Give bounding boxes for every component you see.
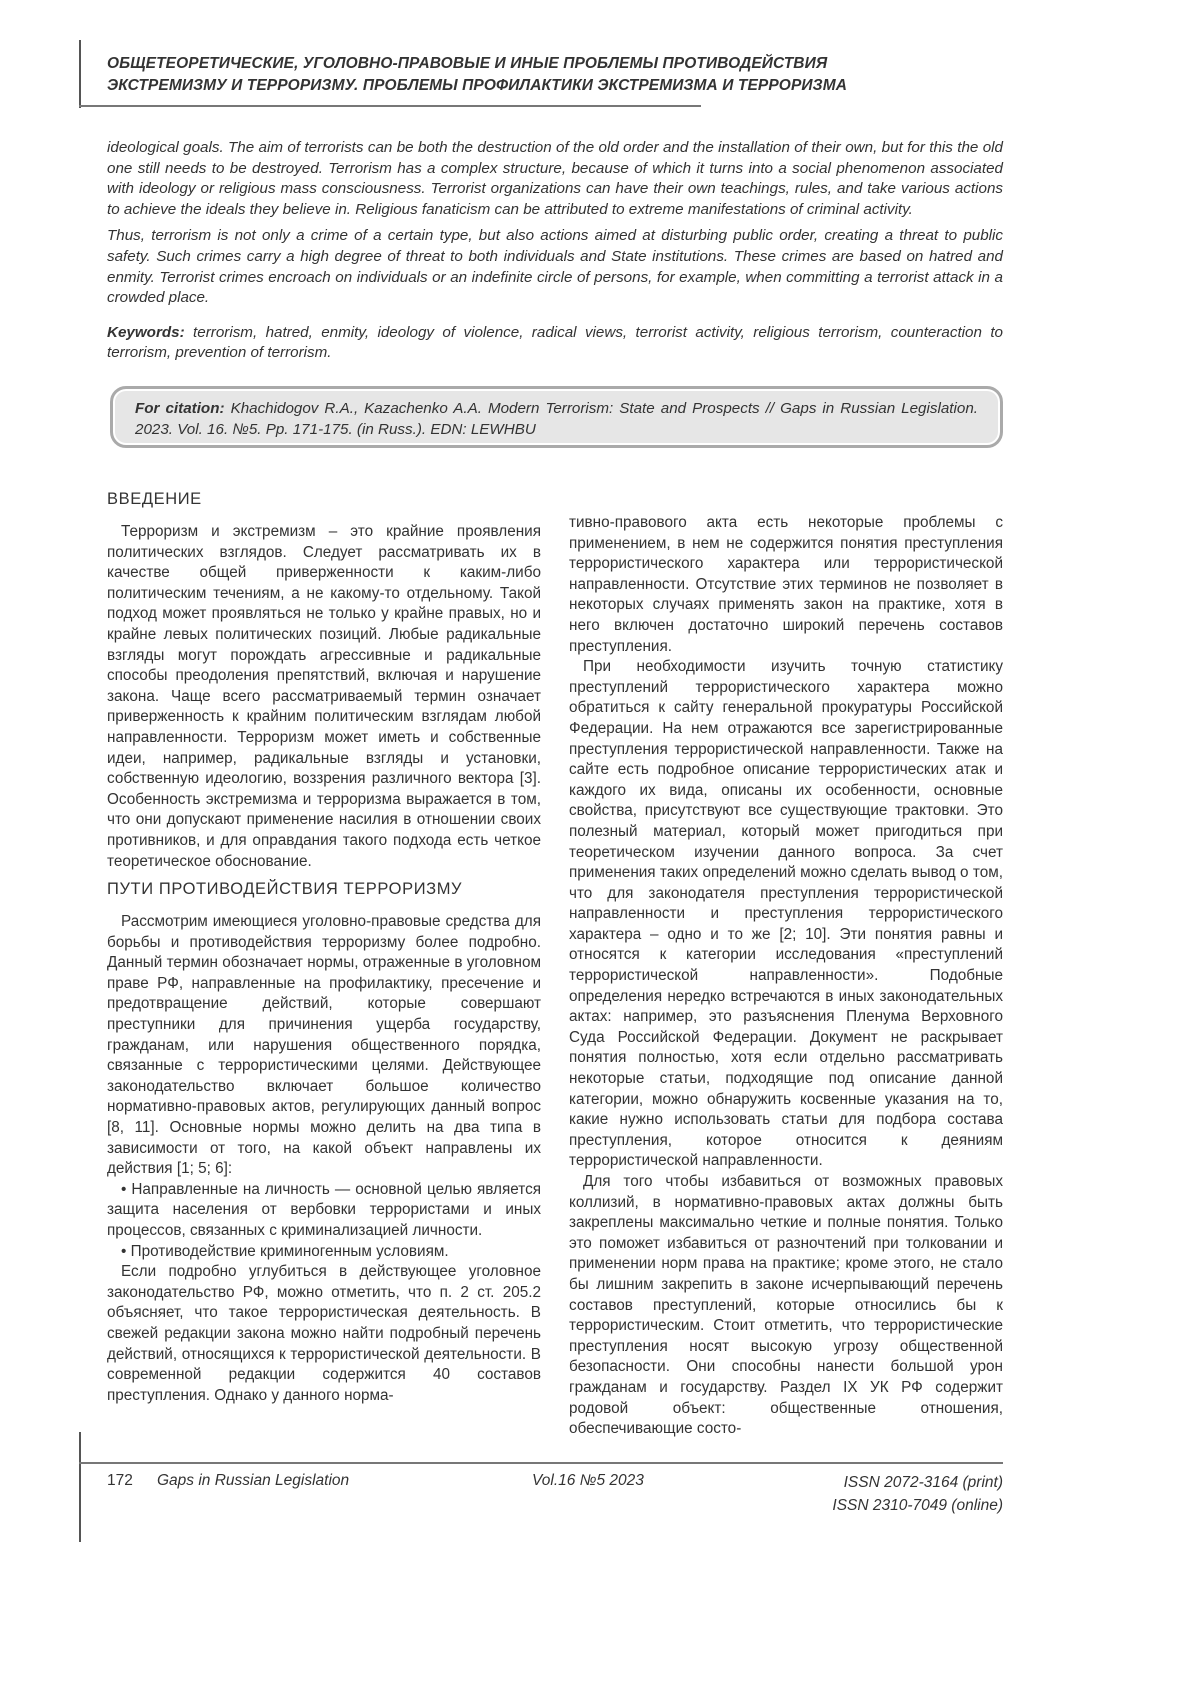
right-column bbox=[569, 513, 1003, 1440]
citation-text: Khachidogov R.A., Kazachenko A.A. Modern Terrorism: State and Prospects // Gaps in Russian Legislation. 2023. Vol. 16. №5. Pp. 171-175. (in Russ.). EDN: LEWHBU bbox=[135, 400, 978, 438]
body-paragraph: тивно-правового акта есть некоторые проблемы с применением, в нем не содержится понятия преступления террористического характера или террористической направленности. Отсутствие этих терминов не позволяет в некоторых случаях применять закон на практике, хотя в него включен достаточно широкий перечень составов преступления. bbox=[569, 513, 1003, 657]
body-paragraph: Терроризм и экстремизм – это крайние проявления политических взглядов. Следует рассматривать их в качестве общей приверженности к каким-либо политическим течениям, а не какому-то отдельному. Такой подход может проявляться не только у крайне правых, но и крайне левых политических позиций. Любые радикальные взгляды могут порождать агрессивные и радикальные способы преодоления препятствий, включая и нарушение закона. Чаще всего рассматриваемый термин означает приверженность к крайним политическим взглядам любой направленности. Терроризм может иметь и собственные идеи, например, радикальные взгляды и установки, собственную идеологию, воззрения различного вектора [3]. Особенность экстремизма и терроризма выражается в том, что они допускают применение насилия в отношении своих противников, и для оправдания такого подхода есть четкое теоретическое обоснование. bbox=[107, 522, 541, 872]
header-rule-vertical bbox=[79, 40, 81, 108]
body-paragraph: Для того чтобы избавиться от возможных правовых коллизий, в нормативно-правовых актах должны быть закреплены максимально четкие и полные понятия. Только это поможет избавиться от разночтений при толковании и применении норм права на практике; кроме этого, не стало бы лишним закрепить в законе исчерпывающий перечень составов преступлений, которые относились бы к террористическим. Стоит отметить, что террористические преступления носят высокую угрозу общественной безопасности. Они способны нанести большой урон гражданам и государству. Раздел IX УК РФ содержит родовой объект: общественные отношения, обеспечивающие состо- bbox=[569, 1172, 1003, 1440]
keywords bbox=[107, 323, 1003, 364]
issn-online: ISSN 2310-7049 (online) bbox=[832, 1494, 1003, 1517]
abstract-paragraph: ideological goals. The aim of terrorists can be both the destruction of the old order and the installation of their own, but for this the old one still needs to be destroyed. Terrorism has a complex structure, because of which it turns into a social phenomenon associated with ideology or religious mass consciousness. Terrorist organizations can have their own teachings, rules, and take various actions to achieve the ideals they believe in. Religious fanaticism can be attributed to extreme manifestations of criminal activity. bbox=[107, 138, 1003, 220]
footer-rule-horizontal bbox=[79, 1462, 1003, 1464]
left-column bbox=[107, 488, 541, 1406]
footer-rule-vertical bbox=[79, 1432, 81, 1542]
bullet-item: • Противодействие криминогенным условиям. bbox=[107, 1242, 541, 1263]
bullet-item: • Направленные на личность — основной целью является защита населения от вербовки террористами и иных процессов, связанных с криминализацией личности. bbox=[107, 1180, 541, 1242]
body-paragraph: Рассмотрим имеющиеся уголовно-правовые средства для борьбы и противодействия терроризму более подробно. Данный термин обозначает нормы, отраженные в уголовном праве РФ, направленные на профилактику, пресечение и предотвращение действий, которые совершают преступники для причинения ущерба государству, гражданам, или нарушения общественного порядка, связанные с террористическими целями. Действующее законодательство включает большое количество нормативно-правовых актов, регулирующих данный вопрос [8, 11]. Основные нормы можно делить на два типа в зависимости от того, на какой объект направлены их действия [1; 5; 6]: bbox=[107, 912, 541, 1180]
abstract-paragraph: Thus, terrorism is not only a crime of a certain type, but also actions aimed at disturbing public order, creating a threat to public safety. Such crimes carry a high degree of threat to both individuals and State institutions. These crimes are based on hatred and enmity. Terrorist crimes encroach on individuals or an indefinite circle of persons, for example, when committing a terrorist attack in a crowded place. bbox=[107, 226, 1003, 308]
page-number: 172 bbox=[107, 1472, 133, 1490]
section-header bbox=[107, 53, 1007, 97]
keywords-label: Keywords: bbox=[107, 324, 185, 341]
section-header-line2: ЭКСТРЕМИЗМУ И ТЕРРОРИЗМУ. ПРОБЛЕМЫ ПРОФИЛАКТИКИ ЭКСТРЕМИЗМА И ТЕРРОРИЗМА bbox=[107, 75, 1007, 97]
citation-box bbox=[110, 386, 1003, 448]
body-paragraph: Если подробно углубиться в действующее уголовное законодательство РФ, можно отметить, что п. 2 ст. 205.2 объясняет, что такое террористическая деятельность. В свежей редакции закона можно найти подробный перечень действий, относящихся к террористической деятельности. В современной редакции содержится 40 составов преступления. Однако у данного норма- bbox=[107, 1262, 541, 1406]
journal-name: Gaps in Russian Legislation bbox=[157, 1472, 349, 1490]
issn-block bbox=[832, 1471, 1003, 1517]
keywords-text: terrorism, hatred, enmity, ideology of violence, radical views, terrorist activity, religious terrorism, counteraction to terrorism, prevention of terrorism. bbox=[107, 324, 1003, 362]
heading-introduction: ВВЕДЕНИЕ bbox=[107, 488, 541, 510]
heading-counteraction: ПУТИ ПРОТИВОДЕЙСТВИЯ ТЕРРОРИЗМУ bbox=[107, 878, 541, 900]
abstract bbox=[107, 138, 1003, 370]
header-rule-horizontal bbox=[79, 105, 701, 107]
volume-issue: Vol.16 №5 2023 bbox=[532, 1472, 644, 1490]
citation-label: For citation: bbox=[135, 400, 225, 417]
section-header-line1: ОБЩЕТЕОРЕТИЧЕСКИЕ, УГОЛОВНО-ПРАВОВЫЕ И ИНЫЕ ПРОБЛЕМЫ ПРОТИВОДЕЙСТВИЯ bbox=[107, 53, 1007, 75]
body-paragraph: При необходимости изучить точную статистику преступлений террористического характера можно обратиться к сайту генеральной прокуратуры Российской Федерации. На нем отражаются все зарегистрированные преступления террористической направленности. Также на сайте есть подробное описание террористических атак и каждого их вида, описаны их особенности, основные свойства, присутствуют все существующие трактовки. Это полезный материал, который может пригодиться при теоретическом изучении данного вопроса. За счет применения таких определений можно сделать вывод о том, что для законодателя преступления террористической направленности и преступления террористического характера – одно и то же [2; 10]. Эти понятия равны и относятся к категории исследования «преступлений террористической направленности». Подобные определения нередко встречаются в иных законодательных актах: например, это разъяснения Пленума Верховного Суда Российской Федерации. Документ не раскрывает понятия полностью, хотя если отдельно рассматривать некоторые статьи, подходящие под описание данной категории, можно обнаружить косвенные указания на то, какие нужно использовать статьи для подбора состава преступления, которое относится к деяниям террористической направленности. bbox=[569, 657, 1003, 1172]
issn-print: ISSN 2072-3164 (print) bbox=[832, 1471, 1003, 1494]
